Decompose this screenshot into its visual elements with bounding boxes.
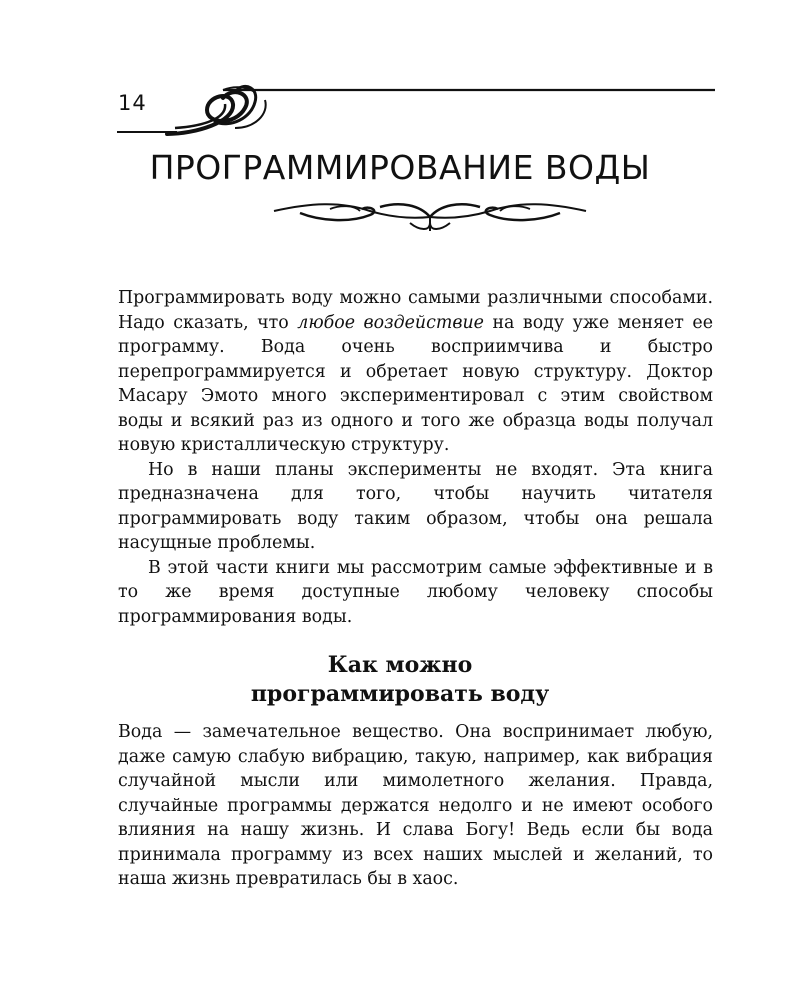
- intro-paragraph-1: Программировать воду можно самыми различными способами. Надо сказать, что любое воздействие на воду уже меняет ее программу. Вода очень восприимчива и быстро перепрограммируется и обретает новую структуру. Доктор Масару Эмото много экспериментировал с этим свойством воды и всякий раз из одного и того же образца воды получал новую кристаллическую структуру.: [118, 288, 713, 455]
- chapter-title: ПРОГРАММИРОВАНИЕ ВОДЫ: [149, 148, 651, 187]
- intro-text: [118, 286, 713, 629]
- title-flourish-ornament: [270, 197, 590, 237]
- emphasis-text: любое воздействие: [297, 312, 484, 333]
- intro-paragraph-2: Но в наши планы эксперименты не входят. Эта книга предназначена для того, чтобы научить читателя программировать воду таким образом, чтобы она решала насущные проблемы.: [118, 459, 713, 553]
- section-heading: [0, 651, 800, 709]
- section-text: [118, 720, 713, 892]
- intro-paragraph-3: В этой части книги мы рассмотрим самые эффективные и в то же время доступные любому человеку способы программирования воды.: [118, 557, 713, 627]
- header-swirl-ornament: [115, 78, 715, 138]
- section-heading-line-1: Как можно: [327, 652, 473, 678]
- section-heading-line-2: программировать воду: [250, 681, 550, 707]
- page-number: 14: [118, 91, 147, 115]
- section-paragraph-1: Вода — замечательное вещество. Она воспринимает любую, даже самую слабую вибрацию, такую, например, как вибрация случайной мысли или мимолетного желания. Правда, случайные программы держатся недолго и не имеют особого влияния на нашу жизнь. И слава Богу! Ведь если бы вода принимала программу из всех наших мыслей и желаний, то наша жизнь превратилась бы в хаос.: [118, 722, 713, 889]
